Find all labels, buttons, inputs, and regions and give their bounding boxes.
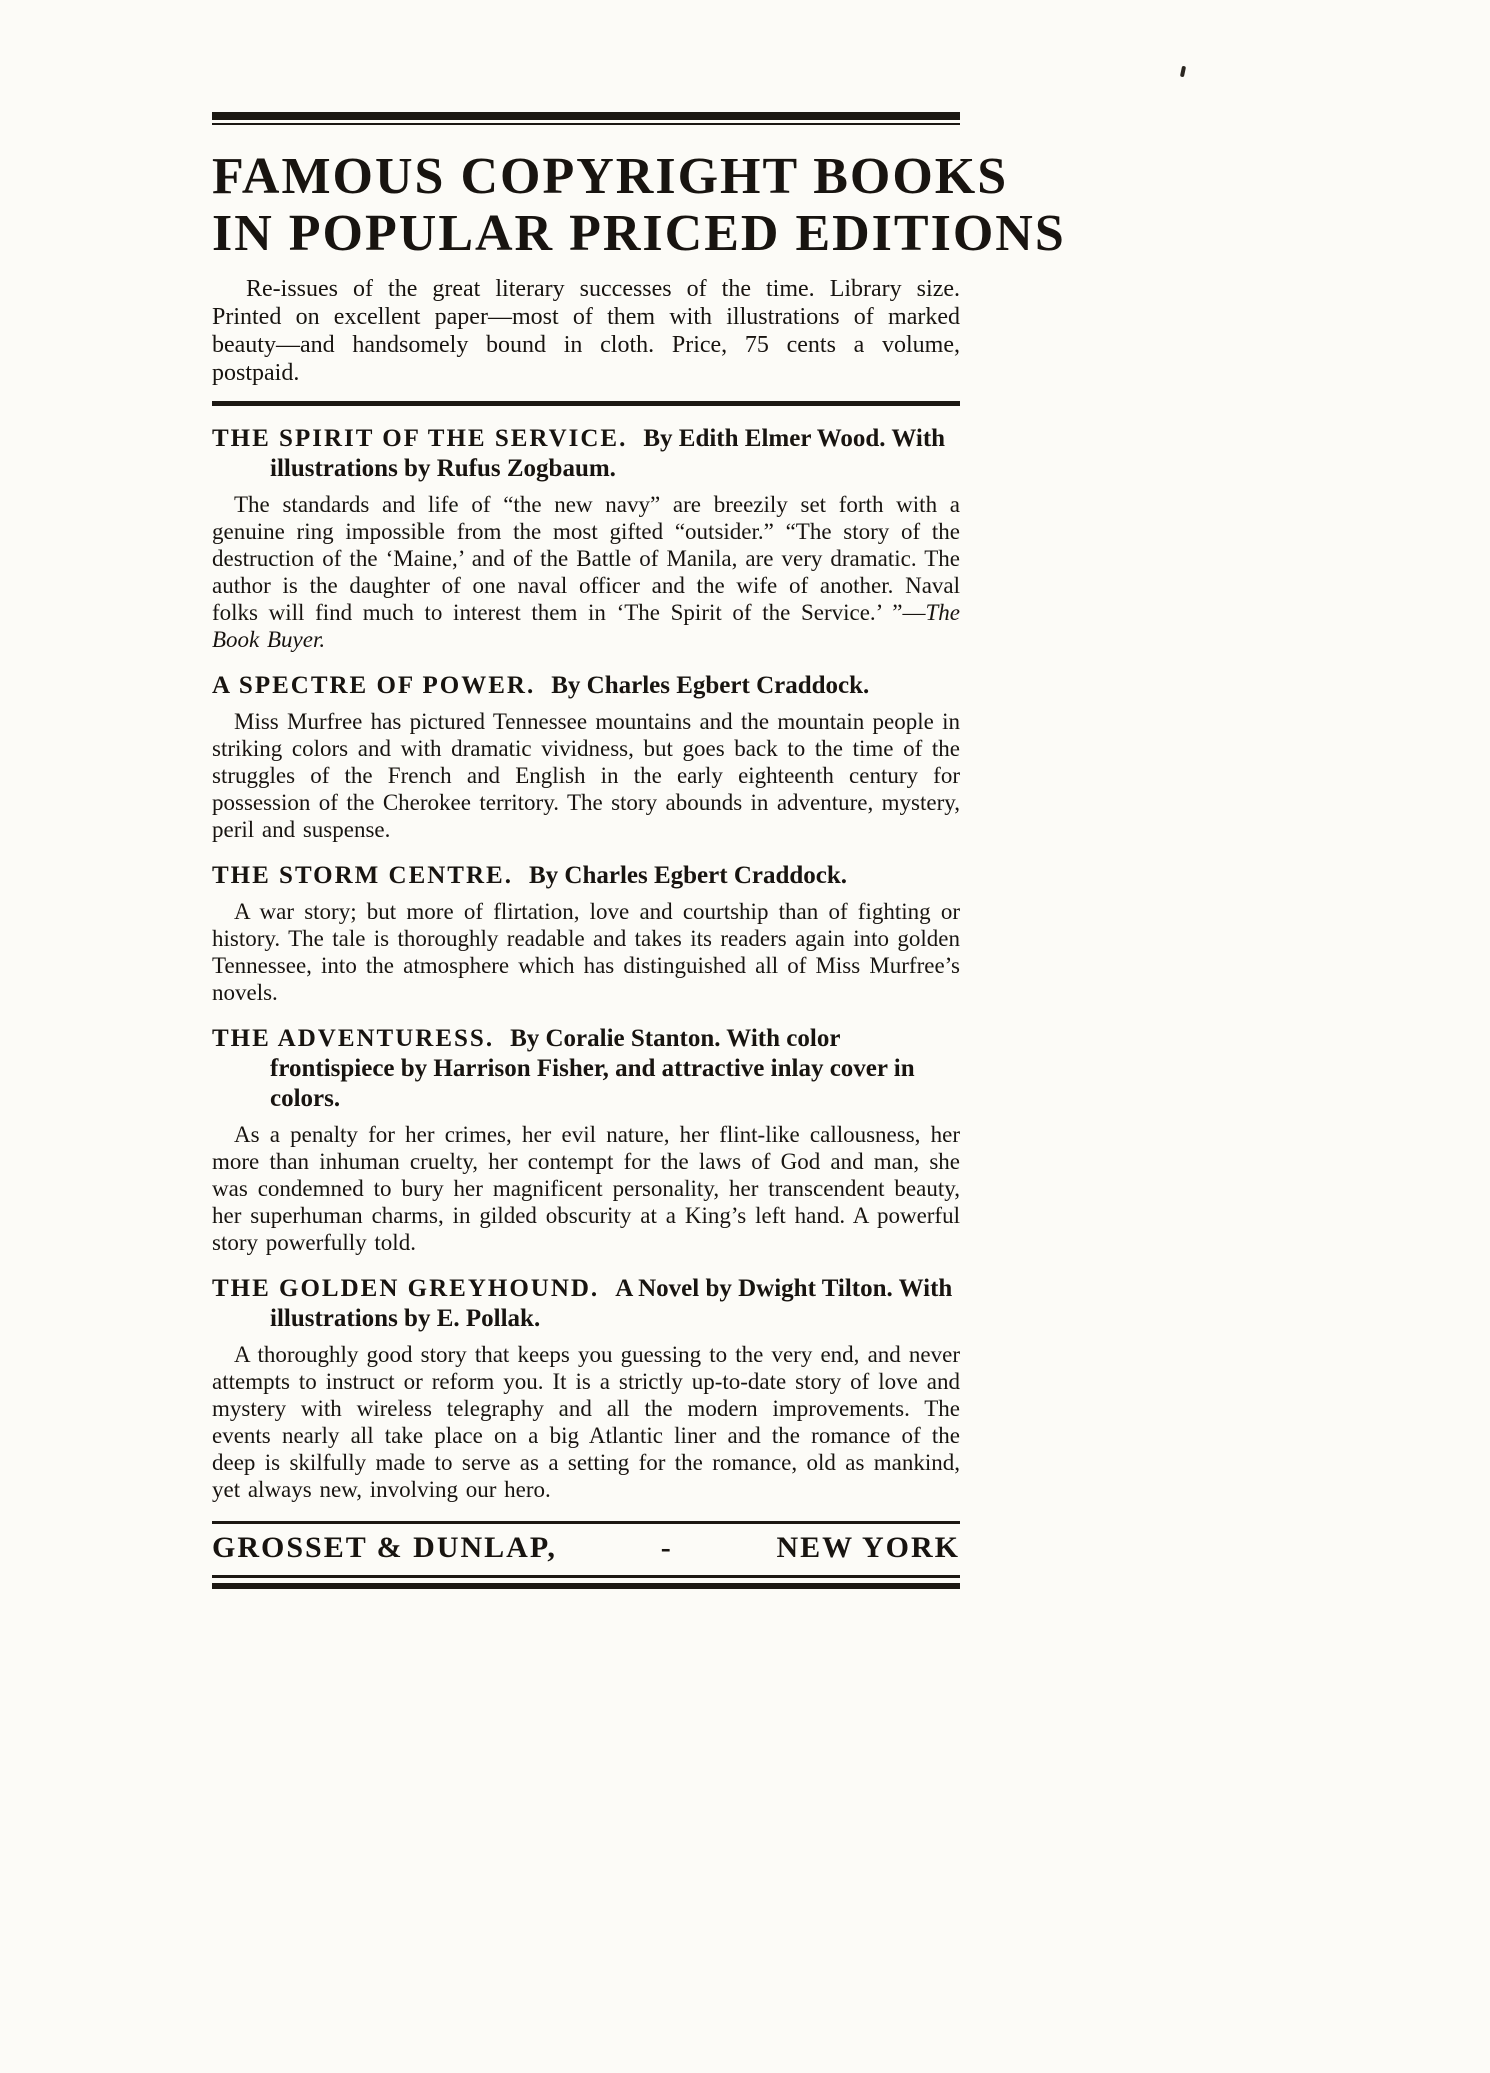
book-byline: A Novel by Dwight Tilton. With illustrations by E. Pollak. bbox=[270, 1275, 953, 1333]
book-byline: By Charles Egbert Craddock. bbox=[528, 862, 848, 890]
bottom-rule-thin bbox=[212, 1575, 960, 1578]
book-section bbox=[212, 424, 960, 653]
book-byline: By Charles Egbert Craddock. bbox=[551, 672, 870, 700]
book-byline: By Edith Elmer Wood. With illustrations by Rufus Zogbaum. bbox=[270, 425, 946, 483]
page-title-line2: IN POPULAR PRICED EDITIONS bbox=[212, 205, 1066, 263]
top-rule-thick bbox=[212, 112, 960, 120]
bottom-rule-thick bbox=[212, 1583, 960, 1589]
publisher-footer bbox=[212, 1529, 960, 1571]
book-title: THE GOLDEN GREYHOUND. bbox=[212, 1275, 600, 1303]
advertisement-page bbox=[212, 112, 1066, 1589]
book-title: A SPECTRE OF POWER. bbox=[212, 672, 536, 700]
book-title: THE STORM CENTRE. bbox=[212, 862, 513, 890]
intro-paragraph: Re-issues of the great literary successes of the time. Library size. Printed on excellent paper—most of them with illustrations of marked beauty—and handsomely bound in cloth. Price, 75 cents a volume, postpaid. bbox=[212, 276, 960, 387]
book-description-text: The standards and life of “the new navy” are breezily set forth with a genuine ring impossible from the most gifted “outsider.” “The story of the destruction of the ‘Maine,’ and of the Battle of Manila, are very dramatic. The author is the daughter of one naval officer and the wife of another. Naval folks will find much to interest them in ‘The Spirit of the Service.’ ”— bbox=[212, 492, 960, 626]
page-title-line1: FAMOUS COPYRIGHT BOOKS bbox=[212, 148, 1009, 205]
book-heading bbox=[212, 1274, 960, 1334]
book-heading bbox=[212, 424, 960, 484]
section-divider-rule bbox=[212, 401, 960, 406]
book-description: A thoroughly good story that keeps you guessing to the very end, and never attempts to instruct or reform you. It is a strictly up-to-date story of love and mystery with wireless telegraphy and all the modern improvements. The events nearly all take place on a big Atlantic liner and the romance of the deep is skilfully made to serve as a setting for the romance, old as mankind, yet always new, involving our hero. bbox=[212, 1342, 960, 1503]
top-rule-thin bbox=[212, 123, 960, 125]
book-section bbox=[212, 1274, 960, 1503]
publisher-city: NEW YORK bbox=[776, 1531, 960, 1565]
publisher-name: GROSSET & DUNLAP, bbox=[212, 1531, 557, 1565]
review-attribution: The Book Buyer. bbox=[212, 600, 960, 653]
book-description bbox=[212, 491, 960, 653]
footer-top-rule bbox=[212, 1521, 960, 1524]
book-section bbox=[212, 1024, 960, 1256]
book-title: THE SPIRIT OF THE SERVICE. bbox=[212, 425, 628, 453]
book-heading bbox=[212, 861, 960, 891]
book-description: As a penalty for her crimes, her evil nature, her flint-like callousness, her more than inhuman cruelty, her contempt for the laws of God and man, she was condemned to bury her magnificent personality, her transcendent beauty, her superhuman charms, in gilded obscurity at a King’s left hand. A powerful story powerfully told. bbox=[212, 1122, 960, 1256]
book-title: THE ADVENTURESS. bbox=[212, 1025, 495, 1053]
book-heading bbox=[212, 671, 960, 701]
book-section bbox=[212, 861, 960, 1006]
footer-separator: - bbox=[660, 1531, 673, 1565]
scan-speck bbox=[1180, 66, 1186, 78]
book-description: A war story; but more of flirtation, love and courtship than of fighting or history. The tale is thoroughly readable and takes its readers again into golden Tennessee, into the atmosphere which has distinguished all of Miss Murfree’s novels. bbox=[212, 899, 960, 1006]
book-byline: By Coralie Stanton. With color frontispiece by Harrison Fisher, and attractive inlay cover in colors. bbox=[270, 1025, 915, 1113]
book-description: Miss Murfree has pictured Tennessee mountains and the mountain people in striking colors and with dramatic vividness, but goes back to the time of the struggles of the French and English in the early eighteenth century for possession of the Cherokee territory. The story abounds in adventure, mystery, peril and suspense. bbox=[212, 709, 960, 843]
book-section bbox=[212, 671, 960, 843]
book-heading bbox=[212, 1024, 960, 1114]
